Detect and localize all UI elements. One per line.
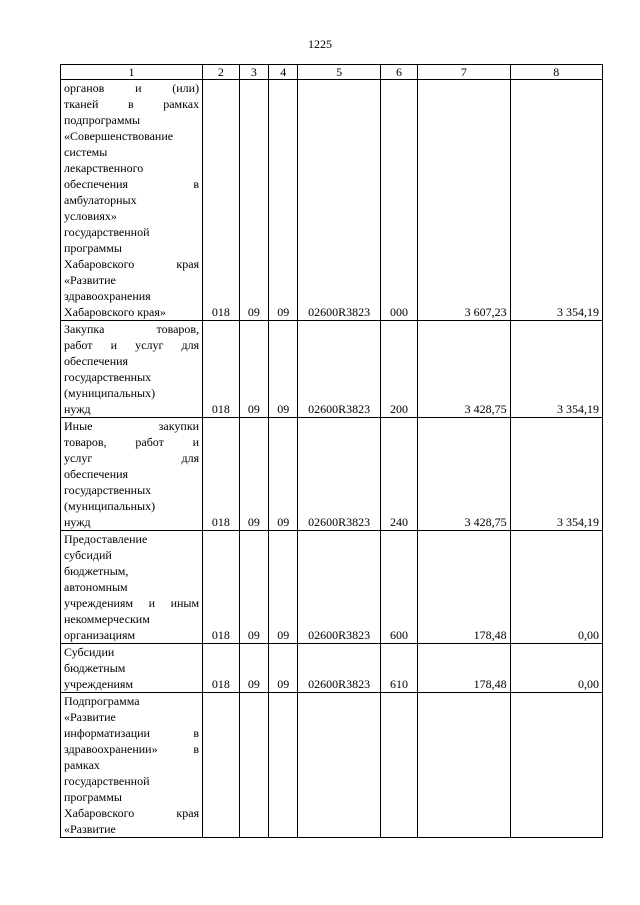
table-body <box>61 80 603 838</box>
description-line: подпрограммы <box>64 113 141 127</box>
cell-expense-type: 240 <box>380 418 418 531</box>
col-header-7: 7 <box>418 65 510 80</box>
cell-subsection: 09 <box>269 531 298 644</box>
description-line: органов и (или) <box>64 81 200 95</box>
description-line: Подпрограмма <box>64 694 140 708</box>
cell-amount-col7: 3 428,75 <box>418 321 510 418</box>
description-line: Хабаровского края <box>64 806 200 820</box>
description-line: рамках <box>64 758 100 772</box>
description-line: Иные закупки <box>64 419 200 433</box>
col-header-8: 8 <box>510 65 602 80</box>
description-line: нужд <box>64 402 91 416</box>
table-row <box>61 80 603 321</box>
description-line: нужд <box>64 515 91 529</box>
cell-target-article: 02600R3823 <box>298 644 380 693</box>
table-row <box>61 418 603 531</box>
cell-amount-col8: 0,00 <box>510 644 602 693</box>
col-header-3: 3 <box>239 65 268 80</box>
description-line: Предоставление <box>64 532 148 546</box>
cell-section <box>239 693 268 838</box>
header-row <box>61 65 603 80</box>
description-line: автономным <box>64 580 128 594</box>
cell-expense-type <box>380 693 418 838</box>
description-line: условиях» <box>64 209 117 223</box>
cell-amount-col7: 178,48 <box>418 531 510 644</box>
row-description <box>61 418 203 531</box>
cell-amount-col8: 3 354,19 <box>510 321 602 418</box>
description-line: учреждениям <box>64 677 134 691</box>
description-line: обеспечения <box>64 467 129 481</box>
col-header-1: 1 <box>61 65 203 80</box>
description-line: государственных <box>64 483 152 497</box>
cell-subsection: 09 <box>269 418 298 531</box>
table-row <box>61 644 603 693</box>
description-line: учреждениям и иным <box>64 596 200 610</box>
cell-amount-col7 <box>418 693 510 838</box>
cell-subsection: 09 <box>269 80 298 321</box>
table-row <box>61 531 603 644</box>
description-line: здравоохранения <box>64 289 151 303</box>
description-line: «Развитие <box>64 822 116 836</box>
cell-admin-code: 018 <box>203 321 240 418</box>
table-row <box>61 693 603 838</box>
description-line: услуг для <box>64 451 200 465</box>
cell-expense-type: 200 <box>380 321 418 418</box>
description-line: бюджетным <box>64 661 126 675</box>
description-line: Хабаровского края» <box>64 305 166 319</box>
description-line: Субсидии <box>64 645 115 659</box>
description-line: обеспечения в <box>64 177 200 191</box>
table-row <box>61 321 603 418</box>
row-description <box>61 321 203 418</box>
description-line: Закупка товаров, <box>64 322 200 336</box>
description-line: государственной <box>64 774 150 788</box>
cell-target-article <box>298 693 380 838</box>
cell-admin-code <box>203 693 240 838</box>
description-line: здравоохранении» в <box>64 742 200 756</box>
cell-section: 09 <box>239 418 268 531</box>
cell-section: 09 <box>239 80 268 321</box>
cell-admin-code: 018 <box>203 531 240 644</box>
cell-expense-type: 600 <box>380 531 418 644</box>
description-line: субсидий <box>64 548 112 562</box>
description-line: работ и услуг для <box>64 338 200 352</box>
col-header-4: 4 <box>269 65 298 80</box>
cell-amount-col7: 3 428,75 <box>418 418 510 531</box>
description-line: товаров, работ и <box>64 435 200 449</box>
cell-subsection: 09 <box>269 321 298 418</box>
cell-subsection: 09 <box>269 644 298 693</box>
cell-amount-col8 <box>510 693 602 838</box>
description-line: информатизации в <box>64 726 200 740</box>
cell-expense-type: 000 <box>380 80 418 321</box>
description-line: организациям <box>64 628 136 642</box>
cell-expense-type: 610 <box>380 644 418 693</box>
description-line: системы <box>64 145 108 159</box>
description-line: «Развитие <box>64 273 116 287</box>
description-line: (муниципальных) <box>64 499 156 513</box>
description-line: (муниципальных) <box>64 386 156 400</box>
col-header-6: 6 <box>380 65 418 80</box>
cell-target-article: 02600R3823 <box>298 418 380 531</box>
cell-amount-col8: 0,00 <box>510 531 602 644</box>
cell-admin-code: 018 <box>203 418 240 531</box>
col-header-5: 5 <box>298 65 380 80</box>
row-description <box>61 644 203 693</box>
cell-amount-col8: 3 354,19 <box>510 80 602 321</box>
cell-amount-col7: 178,48 <box>418 644 510 693</box>
cell-amount-col7: 3 607,23 <box>418 80 510 321</box>
cell-target-article: 02600R3823 <box>298 321 380 418</box>
cell-subsection <box>269 693 298 838</box>
description-line: амбулаторных <box>64 193 137 207</box>
description-line: государственных <box>64 370 152 384</box>
description-line: «Развитие <box>64 710 116 724</box>
description-line: лекарственного <box>64 161 144 175</box>
cell-admin-code: 018 <box>203 80 240 321</box>
description-line: программы <box>64 790 122 804</box>
description-line: государственной <box>64 225 150 239</box>
description-line: бюджетным, <box>64 564 129 578</box>
row-description <box>61 531 203 644</box>
cell-target-article: 02600R3823 <box>298 531 380 644</box>
cell-target-article: 02600R3823 <box>298 80 380 321</box>
description-line: программы <box>64 241 122 255</box>
description-line: Хабаровского края <box>64 257 200 271</box>
description-line: «Совершенствование <box>64 129 174 143</box>
cell-amount-col8: 3 354,19 <box>510 418 602 531</box>
description-line: некоммерческим <box>64 612 150 626</box>
cell-section: 09 <box>239 644 268 693</box>
row-description <box>61 693 203 838</box>
row-description <box>61 80 203 321</box>
description-line: обеспечения <box>64 354 129 368</box>
description-line: тканей в рамках <box>64 97 200 111</box>
cell-section: 09 <box>239 321 268 418</box>
budget-table <box>60 64 603 838</box>
cell-admin-code: 018 <box>203 644 240 693</box>
col-header-2: 2 <box>203 65 240 80</box>
cell-section: 09 <box>239 531 268 644</box>
page-number: 1225 <box>308 37 332 51</box>
